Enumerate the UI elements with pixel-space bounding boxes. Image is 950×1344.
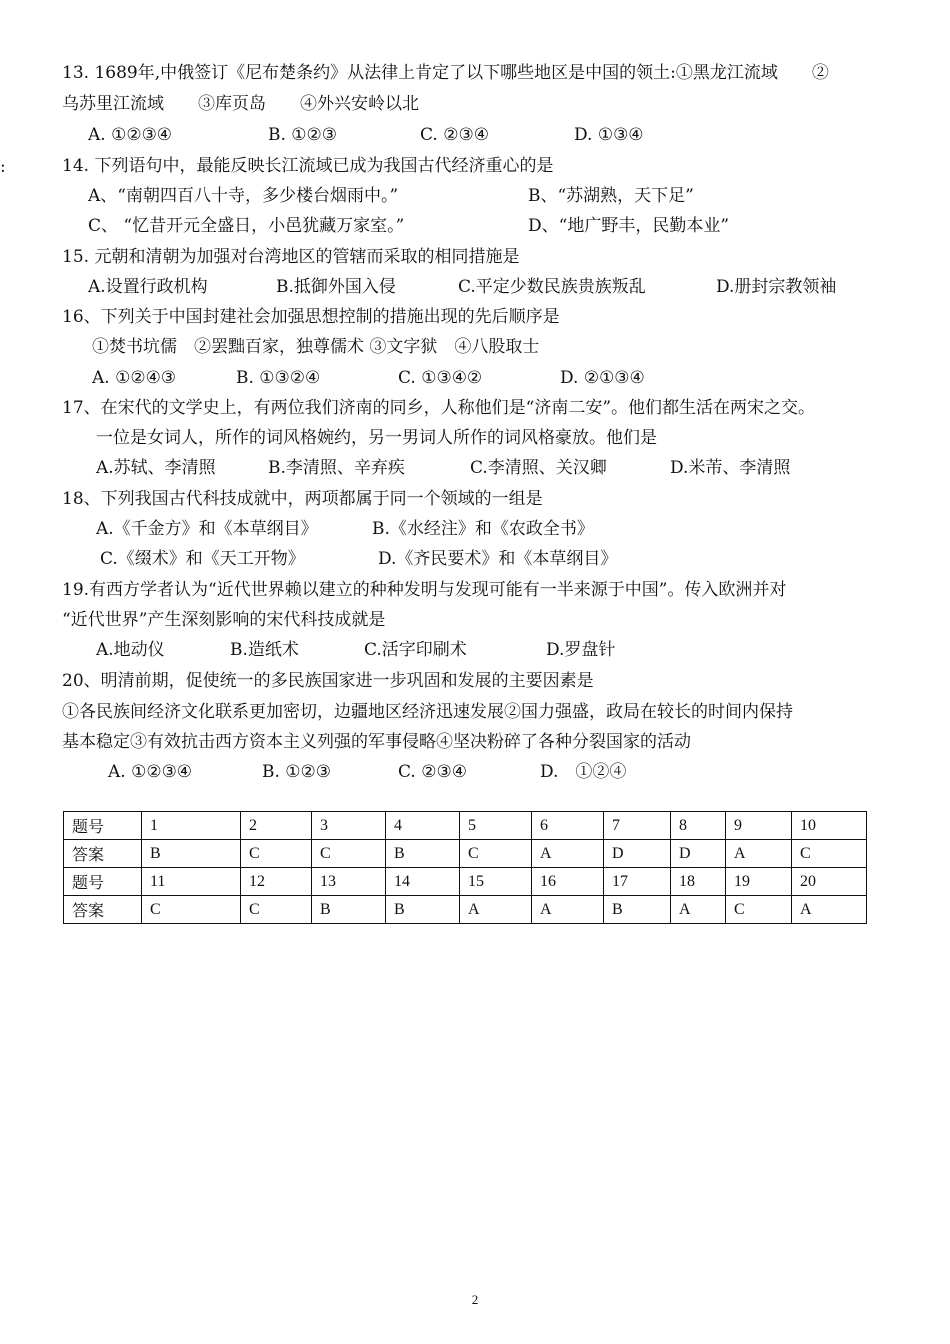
q18-stem: 18、下列我国古代科技成就中，两项都属于同一个领域的一组是: [62, 489, 543, 509]
table-cell: D: [604, 840, 671, 868]
table-cell: C: [241, 896, 312, 924]
q20-body-line-2: 基本稳定③有效抗击西方资本主义列强的军事侵略④坚决粉碎了各种分裂国家的活动: [62, 732, 691, 752]
q16-option-d: D. ②①③④: [560, 368, 645, 388]
q19-option-d: D.罗盘针: [546, 640, 616, 660]
page-number: 2: [471, 1292, 479, 1307]
table-cell: 3: [312, 812, 386, 840]
table-cell: 11: [142, 868, 241, 896]
table-cell: D: [671, 840, 726, 868]
margin-mark: :: [0, 157, 6, 177]
table-cell: 6: [532, 812, 604, 840]
q19-stem-line-2: “近代世界”产生深刻影响的宋代科技成就是: [62, 610, 386, 630]
q20-body-line-1: ①各民族间经济文化联系更加密切，边疆地区经济迅速发展②国力强盛，政局在较长的时间内保持: [62, 702, 793, 722]
q15-option-a: A.设置行政机构: [88, 277, 208, 297]
table-cell: C: [792, 840, 867, 868]
q19-stem-line-1: 19.有西方学者认为“近代世界赖以建立的种种发明与发现可能有一半来源于中国”。传入欧洲并对: [62, 580, 787, 600]
table-cell: 13: [312, 868, 386, 896]
q16-option-a: A. ①②④③: [92, 368, 177, 388]
q20-option-c: C. ②③④: [398, 762, 467, 782]
table-cell: A: [792, 896, 867, 924]
q16-items: ①焚书坑儒 ②罢黜百家，独尊儒术 ③文字狱 ④八股取士: [92, 337, 540, 357]
q20-option-d: D. ①②④: [540, 762, 627, 782]
table-cell: C: [312, 840, 386, 868]
table-row-question-numbers: [64, 868, 867, 896]
q14-option-b: B、“苏湖熟，天下足”: [528, 186, 694, 206]
table-cell: 7: [604, 812, 671, 840]
table-cell: 8: [671, 812, 726, 840]
q16-option-b: B. ①③②④: [236, 368, 321, 388]
table-cell: 16: [532, 868, 604, 896]
answer-table: [63, 811, 867, 924]
table-cell: 14: [386, 868, 460, 896]
table-cell: B: [142, 840, 241, 868]
table-cell: A: [532, 896, 604, 924]
table-cell: 15: [460, 868, 532, 896]
table-cell: 1: [142, 812, 241, 840]
table-row-header-cell: 题号: [64, 868, 142, 896]
table-cell: A: [460, 896, 532, 924]
q19-option-b: B.造纸术: [230, 640, 299, 660]
q15-option-d: D.册封宗教领袖: [716, 277, 837, 297]
table-cell: 18: [671, 868, 726, 896]
q13-option-a: A. ①②③④: [88, 125, 173, 145]
q20-option-a: A. ①②③④: [108, 762, 193, 782]
table-cell: 10: [792, 812, 867, 840]
table-row-header-cell: 题号: [64, 812, 142, 840]
table-row-header-cell: 答案: [64, 896, 142, 924]
table-cell: C: [241, 840, 312, 868]
table-cell: B: [312, 896, 386, 924]
table-cell: B: [386, 896, 460, 924]
q14-option-c: C、 “忆昔开元全盛日，小邑犹藏万家室。”: [88, 216, 405, 236]
q13-option-c: C. ②③④: [420, 125, 489, 145]
table-cell: 12: [241, 868, 312, 896]
q20-option-b: B. ①②③: [262, 762, 332, 782]
q17-option-c: C.李清照、关汉卿: [470, 458, 607, 478]
q14-option-a: A、“南朝四百八十寺，多少楼台烟雨中。”: [88, 186, 399, 206]
table-cell: 5: [460, 812, 532, 840]
q17-stem-line-2: 一位是女词人，所作的词风格婉约，另一男词人所作的词风格豪放。他们是: [96, 428, 657, 448]
q13-stem-line-1: 13. 1689年,中俄签订《尼布楚条约》从法律上肯定了以下哪些地区是中国的领土:①黑龙江流域 ②: [62, 63, 829, 83]
table-cell: 17: [604, 868, 671, 896]
table-cell: B: [386, 840, 460, 868]
table-cell: A: [671, 896, 726, 924]
q15-stem: 15. 元朝和清朝为加强对台湾地区的管辖而采取的相同措施是: [62, 247, 520, 267]
table-row-header-cell: 答案: [64, 840, 142, 868]
table-cell: 9: [726, 812, 792, 840]
table-cell: 20: [792, 868, 867, 896]
q13-option-d: D. ①③④: [574, 125, 644, 145]
q15-option-c: C.平定少数民族贵族叛乱: [458, 277, 646, 297]
table-row-answers: [64, 896, 867, 924]
q16-option-c: C. ①③④②: [398, 368, 483, 388]
table-cell: B: [604, 896, 671, 924]
q19-option-a: A.地动仪: [96, 640, 165, 660]
q14-stem: 14. 下列语句中，最能反映长江流域已成为我国古代经济重心的是: [62, 156, 554, 176]
q13-option-b: B. ①②③: [268, 125, 338, 145]
q14-option-d: D、“地广野丰，民勤本业”: [528, 216, 730, 236]
table-cell: 2: [241, 812, 312, 840]
table-cell: A: [532, 840, 604, 868]
table-cell: C: [142, 896, 241, 924]
q15-option-b: B.抵御外国入侵: [276, 277, 396, 297]
q17-option-a: A.苏轼、李清照: [96, 458, 216, 478]
q16-stem: 16、下列关于中国封建社会加强思想控制的措施出现的先后顺序是: [62, 307, 560, 327]
q18-option-d: D.《齐民要术》和《本草纲目》: [378, 549, 618, 569]
table-cell: C: [726, 896, 792, 924]
table-row-answers: [64, 840, 867, 868]
q13-stem-line-2: 乌苏里江流域 ③库页岛 ④外兴安岭以北: [62, 94, 419, 114]
q20-stem: 20、明清前期，促使统一的多民族国家进一步巩固和发展的主要因素是: [62, 671, 594, 691]
table-row-question-numbers: [64, 812, 867, 840]
q17-stem-line-1: 17、在宋代的文学史上，有两位我们济南的同乡，人称他们是“济南二安”。他们都生活在两宋之交。: [62, 398, 816, 418]
q18-option-a: A.《千金方》和《本草纲目》: [96, 519, 318, 539]
table-cell: C: [460, 840, 532, 868]
q17-option-d: D.米芾、李清照: [670, 458, 791, 478]
q19-option-c: C.活字印刷术: [364, 640, 467, 660]
table-cell: A: [726, 840, 792, 868]
q18-option-c: C.《缀术》和《天工开物》: [100, 549, 305, 569]
table-cell: 4: [386, 812, 460, 840]
table-cell: 19: [726, 868, 792, 896]
q18-option-b: B.《水经注》和《农政全书》: [372, 519, 594, 539]
q17-option-b: B.李清照、辛弃疾: [268, 458, 405, 478]
